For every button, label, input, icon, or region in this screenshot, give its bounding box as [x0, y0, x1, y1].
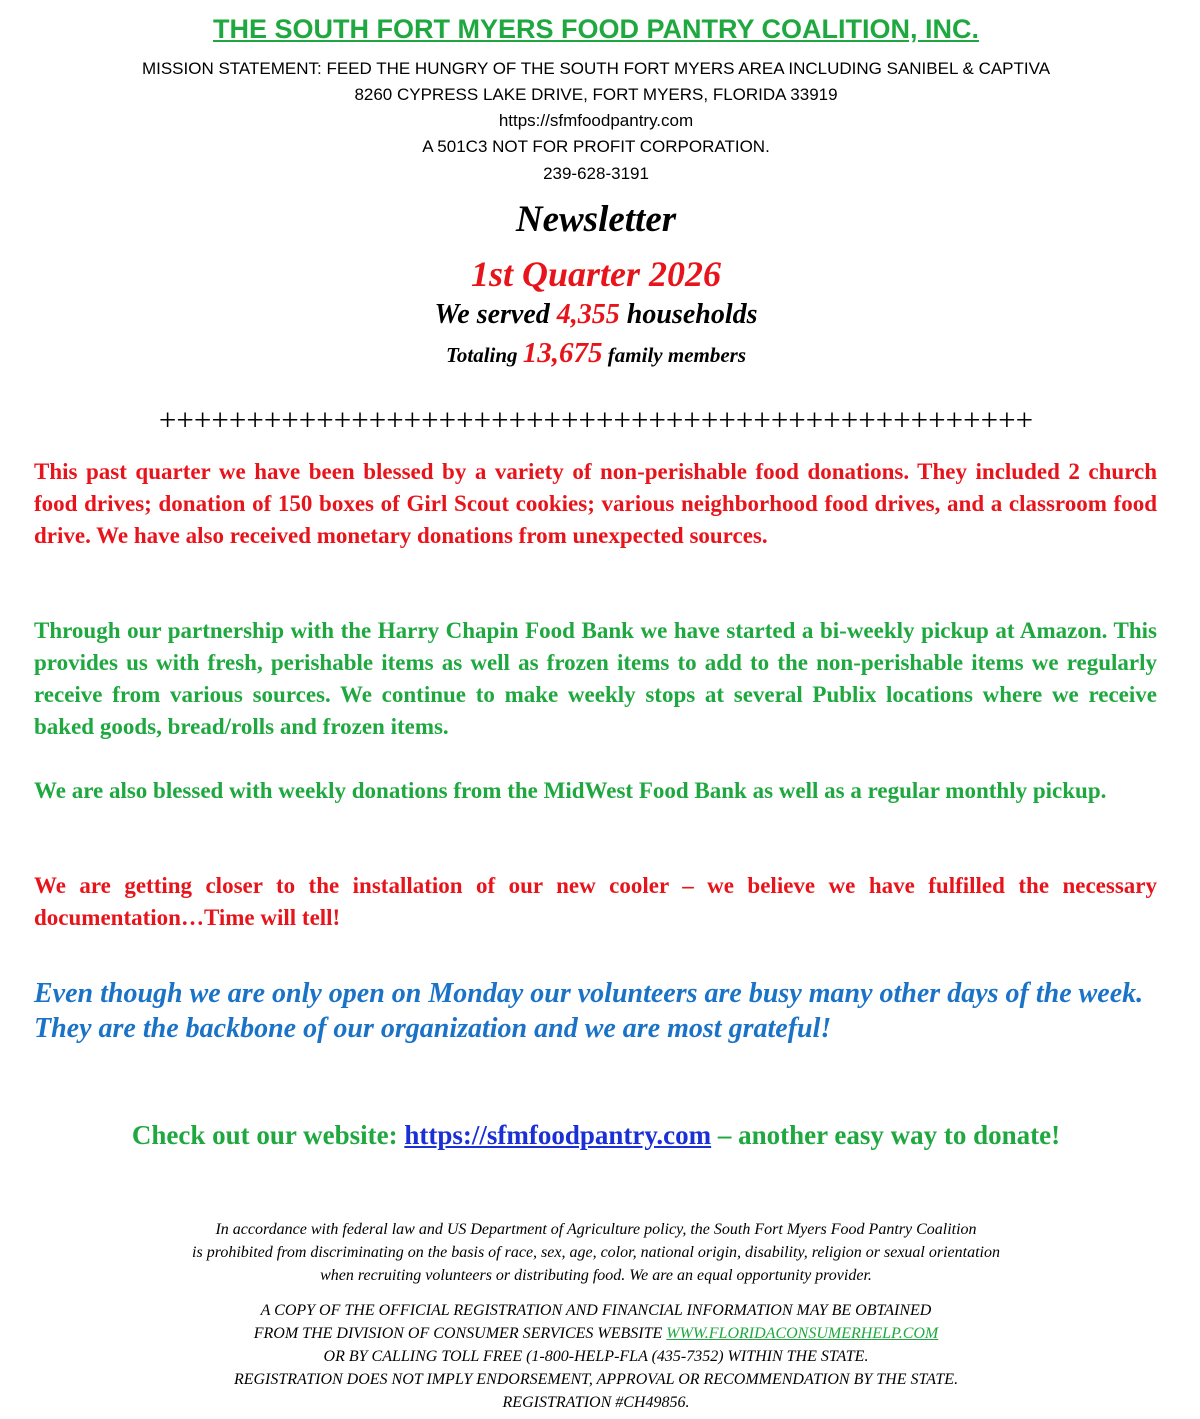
paragraph-volunteers: Even though we are only open on Monday our volunteers are busy many other days of the week. They are the backbone of our organization and we are most grateful! — [34, 978, 1144, 1044]
registration-line-4: REGISTRATION DOES NOT IMPLY ENDORSEMENT, APPROVAL OR RECOMMENDATION BY THE STATE. — [233, 1371, 959, 1388]
paragraph-midwest: We are also blessed with weekly donations from the MidWest Food Bank as well as a regular monthly pickup. — [34, 778, 1107, 803]
registration-number: REGISTRATION #CH49856. — [502, 1394, 690, 1411]
totaling-prefix: Totaling — [445, 343, 523, 367]
registration-line-2 — [0, 1323, 1192, 1344]
mission-statement: MISSION STATEMENT: FEED THE HUNGRY OF THE SOUTH FORT MYERS AREA INCLUDING SANIBEL & CAPTIVA — [141, 59, 1051, 78]
address: 8260 CYPRESS LAKE DRIVE, FORT MYERS, FLORIDA 33919 — [354, 85, 838, 104]
paragraph-donations: This past quarter we have been blessed by a variety of non-perishable food donations. They included 2 church food drives; donation of 150 boxes of Girl Scout cookies; various neighborhood food drives, and a classroom food drive. We have also received monetary donations from unexpected sources. — [34, 459, 1157, 548]
consumer-help-link[interactable]: WWW.FLORIDACONSUMERHELP.COM — [666, 1325, 939, 1342]
header-url: https://sfmfoodpantry.com — [498, 111, 694, 130]
website-link[interactable]: https://sfmfoodpantry.com — [404, 1120, 712, 1150]
served-suffix: households — [619, 299, 758, 330]
registration-line-3: OR BY CALLING TOLL FREE (1-800-HELP-FLA (435-7352) WITHIN THE STATE. — [323, 1348, 869, 1365]
nondiscrimination-line-3: when recruiting volunteers or distributing food. We are an equal opportunity provider. — [320, 1267, 872, 1284]
paragraph-partnership: Through our partnership with the Harry Chapin Food Bank we have started a bi-weekly pickup at Amazon. This provides us with fresh, perishable items as well as frozen items to add to the non-perishable items we regularly receive from various sources. We continue to make weekly stops at several Publix locations where we receive baked goods, bread/rolls and frozen items. — [34, 618, 1157, 739]
phone-number: 239-628-3191 — [543, 164, 649, 183]
served-prefix: We served — [434, 299, 557, 330]
quarter-heading: 1st Quarter 2026 — [470, 254, 722, 294]
family-members-count: 13,675 — [522, 337, 603, 369]
households-served — [0, 299, 1192, 331]
totaling-suffix: family members — [602, 343, 747, 367]
website-callout — [0, 1120, 1192, 1151]
newsletter-title: Newsletter — [515, 199, 677, 240]
website-prefix: Check out our website: — [131, 1120, 405, 1150]
nonprofit-status: A 501C3 NOT FOR PROFIT CORPORATION. — [422, 137, 770, 156]
nondiscrimination-line-2: is prohibited from discriminating on the basis of race, sex, age, color, national origin, disability, religion or sexual orientation — [192, 1244, 1000, 1261]
households-count: 4,355 — [556, 299, 620, 330]
family-members-total — [0, 337, 1192, 370]
org-title: THE SOUTH FORT MYERS FOOD PANTRY COALITION, INC. — [212, 14, 979, 44]
registration-line-2-prefix: FROM THE DIVISION OF CONSUMER SERVICES WEBSITE — [253, 1325, 667, 1342]
registration-line-1: A COPY OF THE OFFICIAL REGISTRATION AND FINANCIAL INFORMATION MAY BE OBTAINED — [260, 1302, 932, 1319]
plus-divider: ++++++++++++++++++++++++++++++++++++++++++++++++++ — [158, 402, 1034, 437]
nondiscrimination-line-1: In accordance with federal law and US Department of Agriculture policy, the South Fort Myers Food Pantry Coalition — [215, 1221, 977, 1238]
paragraph-cooler: We are getting closer to the installation of our new cooler – we believe we have fulfilled the necessary documentation…Time will tell! — [34, 873, 1157, 930]
website-suffix: – another easy way to donate! — [711, 1120, 1061, 1150]
